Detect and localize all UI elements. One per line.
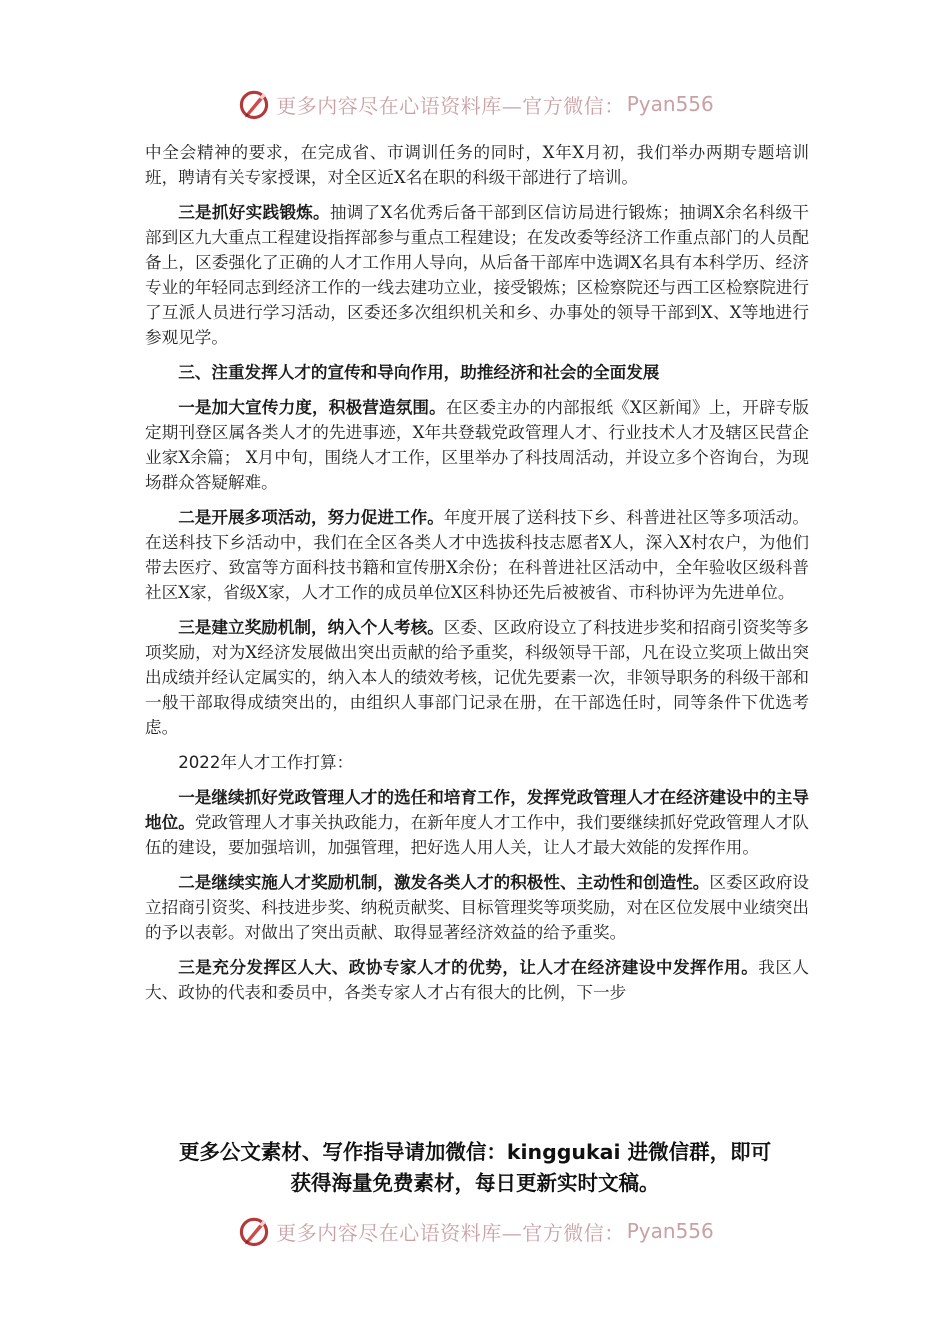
watermark-wechat-id: Pyan556 bbox=[626, 92, 714, 116]
footer-watermark bbox=[0, 1211, 950, 1251]
paragraph-lead: 三是建立奖励机制，纳入个人考核。 bbox=[178, 618, 444, 637]
paragraph-text: 年度开展了送科技下乡、科普进社区等多项活动。在送科技下乡活动中，我们在全区各类人才中选拔科技志愿者X人，深入X村农户，为他们带去医疗、致富等方面科技书籍和宣传册X余份；在科普进社区活动中，全年验收区级科普社区X家，省级X家，人才工作的成员单位X区科协还先后被被省、市科协评为先进单位。 bbox=[145, 508, 810, 602]
document-body bbox=[145, 140, 809, 1015]
paragraph-publicity bbox=[145, 395, 809, 495]
quill-pen-logo-icon bbox=[236, 1213, 272, 1249]
paragraph-lead: 二是继续实施人才奖励机制，激发各类人才的积极性、主动性和创造性。 bbox=[178, 873, 710, 892]
paragraph-lead: 一是继续抓好党政管理人才的选任和培育工作，发挥党政管理人才在经济建设中的主导地位。 bbox=[145, 788, 809, 832]
quill-pen-logo-icon bbox=[236, 86, 272, 122]
paragraph-activities bbox=[145, 505, 809, 605]
section-heading-3: 三、注重发挥人才的宣传和导向作用，助推经济和社会的全面发展 bbox=[178, 363, 660, 382]
paragraph-lead: 二是开展多项活动，努力促进工作。 bbox=[178, 508, 444, 527]
paragraph-lead: 三是抓好实践锻炼。 bbox=[178, 203, 330, 222]
paragraph-training-continued: 中全会精神的要求，在完成省、市调训任务的同时，X年X月初，我们举办两期专题培训班，聘请有关专家授课，对全区近X名在职的科级干部进行了培训。 bbox=[145, 143, 809, 187]
paragraph-rewards bbox=[145, 615, 809, 740]
paragraph-text: 党政管理人才事关执政能力，在新年度人才工作中，我们要继续抓好党政管理人才队伍的建设，要加强培训，加强管理，把好选人用人关，让人才最大效能的发挥作用。 bbox=[145, 813, 810, 857]
promo-banner bbox=[120, 1137, 830, 1199]
watermark-text: 更多内容尽在心语资料库—官方微信： bbox=[276, 93, 625, 118]
watermark-wechat-id: Pyan556 bbox=[626, 1219, 714, 1243]
promo-line-2: 获得海量免费素材，每日更新实时文稿。 bbox=[290, 1171, 660, 1195]
paragraph-lead: 一是加大宣传力度，积极营造氛围。 bbox=[178, 398, 446, 417]
paragraph-text: 区委区政府设立招商引资奖、科技进步奖、纳税贡献奖、目标管理奖等项奖励，对在区位发展中业绩突出的予以表彰。对做出了突出贡献、取得显著经济效益的给予重奖。 bbox=[145, 873, 810, 942]
paragraph-lead: 三是充分发挥区人大、政协专家人才的优势，让人才在经济建设中发挥作用。 bbox=[178, 958, 759, 977]
paragraph-practice bbox=[145, 200, 809, 350]
paragraph-plan-2 bbox=[145, 870, 809, 945]
watermark-text: 更多内容尽在心语资料库—官方微信： bbox=[276, 1220, 625, 1245]
paragraph-text: 在区委主办的内部报纸《X区新闻》上，开辟专版定期刊登区属各类人才的先进事迹，X年共登载党政管理人才、行业技术人才及辖区民营企业家X余篇； X月中旬，围绕人才工作，区里举办了科技周活动，并设立多个咨询台，为现场群众答疑解难。 bbox=[145, 398, 810, 492]
paragraph-plan-3 bbox=[145, 955, 809, 1005]
plan-title: 2022年人才工作打算： bbox=[178, 753, 354, 772]
paragraph-text: 区委、区政府设立了科技进步奖和招商引资奖等多项奖励，对为X经济发展做出突出贡献的给予重奖，科级领导干部，凡在设立奖项上做出突出成绩并经认定属实的，纳入本人的绩效考核，记优先要素一次，非领导职务的科级干部和一般干部取得成绩突出的，由组织人事部门记录在册，在干部选任时，同等条件下优选考虑。 bbox=[145, 618, 810, 737]
paragraph-text: 我区人大、政协的代表和委员中，各类专家人才占有很大的比例，下一步 bbox=[145, 958, 809, 1002]
header-watermark bbox=[0, 84, 950, 124]
paragraph-text: 抽调了X名优秀后备干部到区信访局进行锻炼；抽调X余名科级干部到区九大重点工程建设指挥部参与重点工程建设；在发改委等经济工作重点部门的人员配备上，区委强化了正确的人才工作用人导向，从后备干部库中选调X名具有本科学历、经济专业的年轻同志到经济工作的一线去建功立业，接受锻炼；区检察院还与西工区检察院进行了互派人员进行学习活动，区委还多次组织机关和乡、办事处的领导干部到X、X等地进行参观见学。 bbox=[145, 203, 810, 347]
promo-line-1: 更多公文素材、写作指导请加微信：kinggukai 进微信群，即可 bbox=[178, 1140, 772, 1164]
paragraph-plan-1 bbox=[145, 785, 809, 860]
